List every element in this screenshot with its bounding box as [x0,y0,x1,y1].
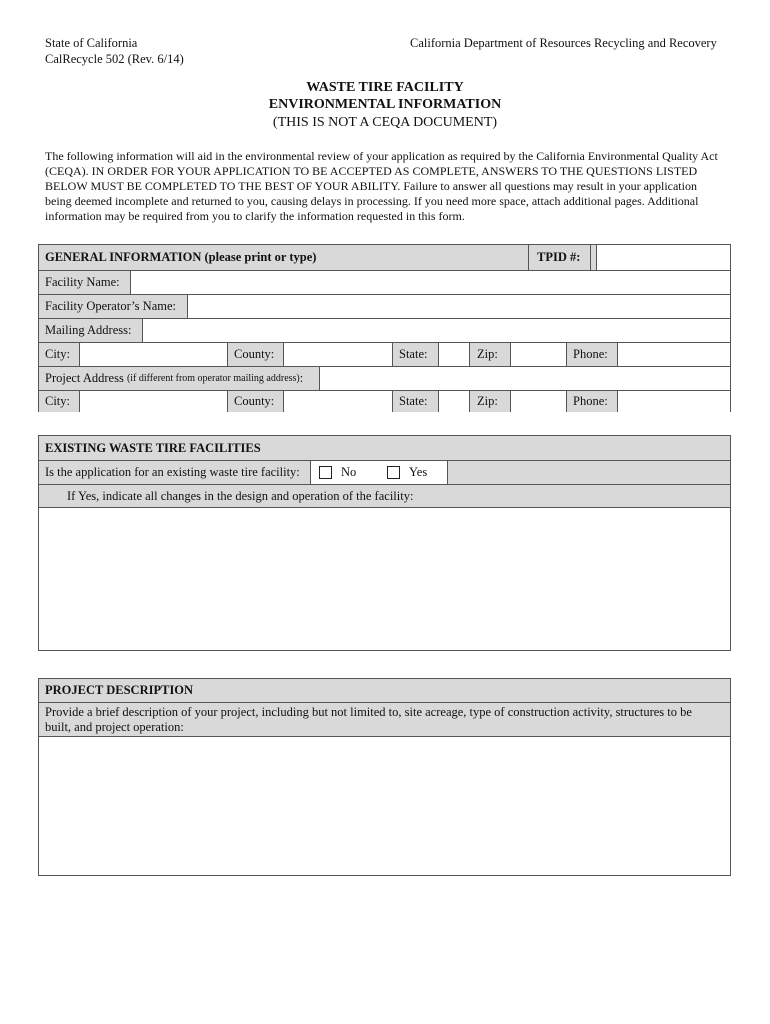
existing-facilities-section [38,435,731,651]
no-option[interactable] [319,461,356,484]
no-label: No [341,465,357,479]
general-information-header [39,245,730,270]
project-zip-field[interactable] [510,391,566,412]
mailing-phone-field[interactable] [617,343,730,366]
project-county-label: County: [234,394,275,408]
existing-question-row [39,460,730,484]
facility-name-row [39,270,730,294]
form-title-line2: ENVIRONMENTAL INFORMATION [268,97,502,112]
existing-changes-textarea[interactable] [39,507,730,650]
project-address-field[interactable] [319,367,730,390]
if-yes-label: If Yes, indicate all changes in the design and operation of the facility: [67,488,414,503]
facility-name-label: Facility Name: [45,275,120,289]
mailing-zip-field[interactable] [510,343,566,366]
project-phone-field[interactable] [617,391,730,412]
no-checkbox[interactable] [319,466,332,479]
tpid-label: TPID #: [537,250,581,264]
project-zip-label: Zip: [477,394,498,408]
project-city-row [39,390,730,412]
existing-question-label: Is the application for an existing waste tire facility: [45,465,300,479]
project-address-colon: : [299,371,304,385]
mailing-city-row [39,342,730,366]
general-information-section [38,244,731,412]
county-label: County: [234,347,275,361]
yes-option[interactable] [387,461,427,484]
state-label-mailing: State: [399,347,428,361]
project-address-row [39,366,730,390]
intro-paragraph: The following information will aid in the environmental review of your application as required by the California Environmental Quality Act (CEQA). IN ORDER FOR YOUR APPLICATION TO BE ACCEPTED AS COMPLETE, ANSWERS TO THE QUESTIONS LISTED BELOW MUST BE COMPLETED TO THE BEST OF YOUR ABILITY. Failure to answer all questions may result in your application being deemed incomplete and returned to you, causing delays in processing. If you need more space, attach additional pages. Additional information may be required from you to clarify the information requested in this form. [45,149,718,223]
project-description-heading: PROJECT DESCRIPTION [45,683,194,697]
project-description-textarea[interactable] [39,736,730,875]
project-county-field[interactable] [283,391,392,412]
project-city-field[interactable] [79,391,227,412]
city-label: City: [45,347,71,361]
project-description-prompt-row [39,702,730,736]
phone-label: Phone: [573,347,608,361]
facility-name-field[interactable] [130,271,730,294]
general-information-heading: GENERAL INFORMATION (please print or type) [45,250,317,264]
form-title-line3: (THIS IS NOT A CEQA DOCUMENT) [272,115,498,130]
tpid-field[interactable] [596,245,730,270]
operator-name-label: Facility Operator’s Name: [45,299,176,313]
yes-checkbox[interactable] [387,466,400,479]
state-label: State of California [45,36,138,50]
form-id: CalRecycle 502 (Rev. 6/14) [45,52,184,66]
department-label: California Department of Resources Recycling and Recovery [410,36,717,50]
operator-name-field[interactable] [187,295,730,318]
project-phone-label: Phone: [573,394,608,408]
zip-label: Zip: [477,347,498,361]
project-city-label: City: [45,394,71,408]
project-address-text: Project Address [45,371,124,385]
operator-name-row [39,294,730,318]
existing-answer-area [311,461,447,484]
project-state-label: State: [399,394,428,408]
if-yes-row [39,484,730,507]
project-address-label [45,367,303,390]
mailing-county-field[interactable] [283,343,392,366]
form-title-line1: WASTE TIRE FACILITY [306,80,464,95]
existing-facilities-heading: EXISTING WASTE TIRE FACILITIES [45,440,261,455]
project-description-header [39,679,730,702]
mailing-city-field[interactable] [79,343,227,366]
existing-facilities-header [39,436,730,460]
project-address-note: (if different from operator mailing address) [126,373,300,384]
project-state-field[interactable] [438,391,469,412]
project-description-prompt: Provide a brief description of your project, including but not limited to, site acreage, type of construction activity, structures to be built, and project operation: [45,705,692,734]
mailing-address-field[interactable] [142,319,730,342]
yes-label: Yes [409,465,428,479]
mailing-state-field[interactable] [438,343,469,366]
mailing-address-label: Mailing Address: [45,323,132,337]
mailing-address-row [39,318,730,342]
project-description-section [38,678,731,876]
